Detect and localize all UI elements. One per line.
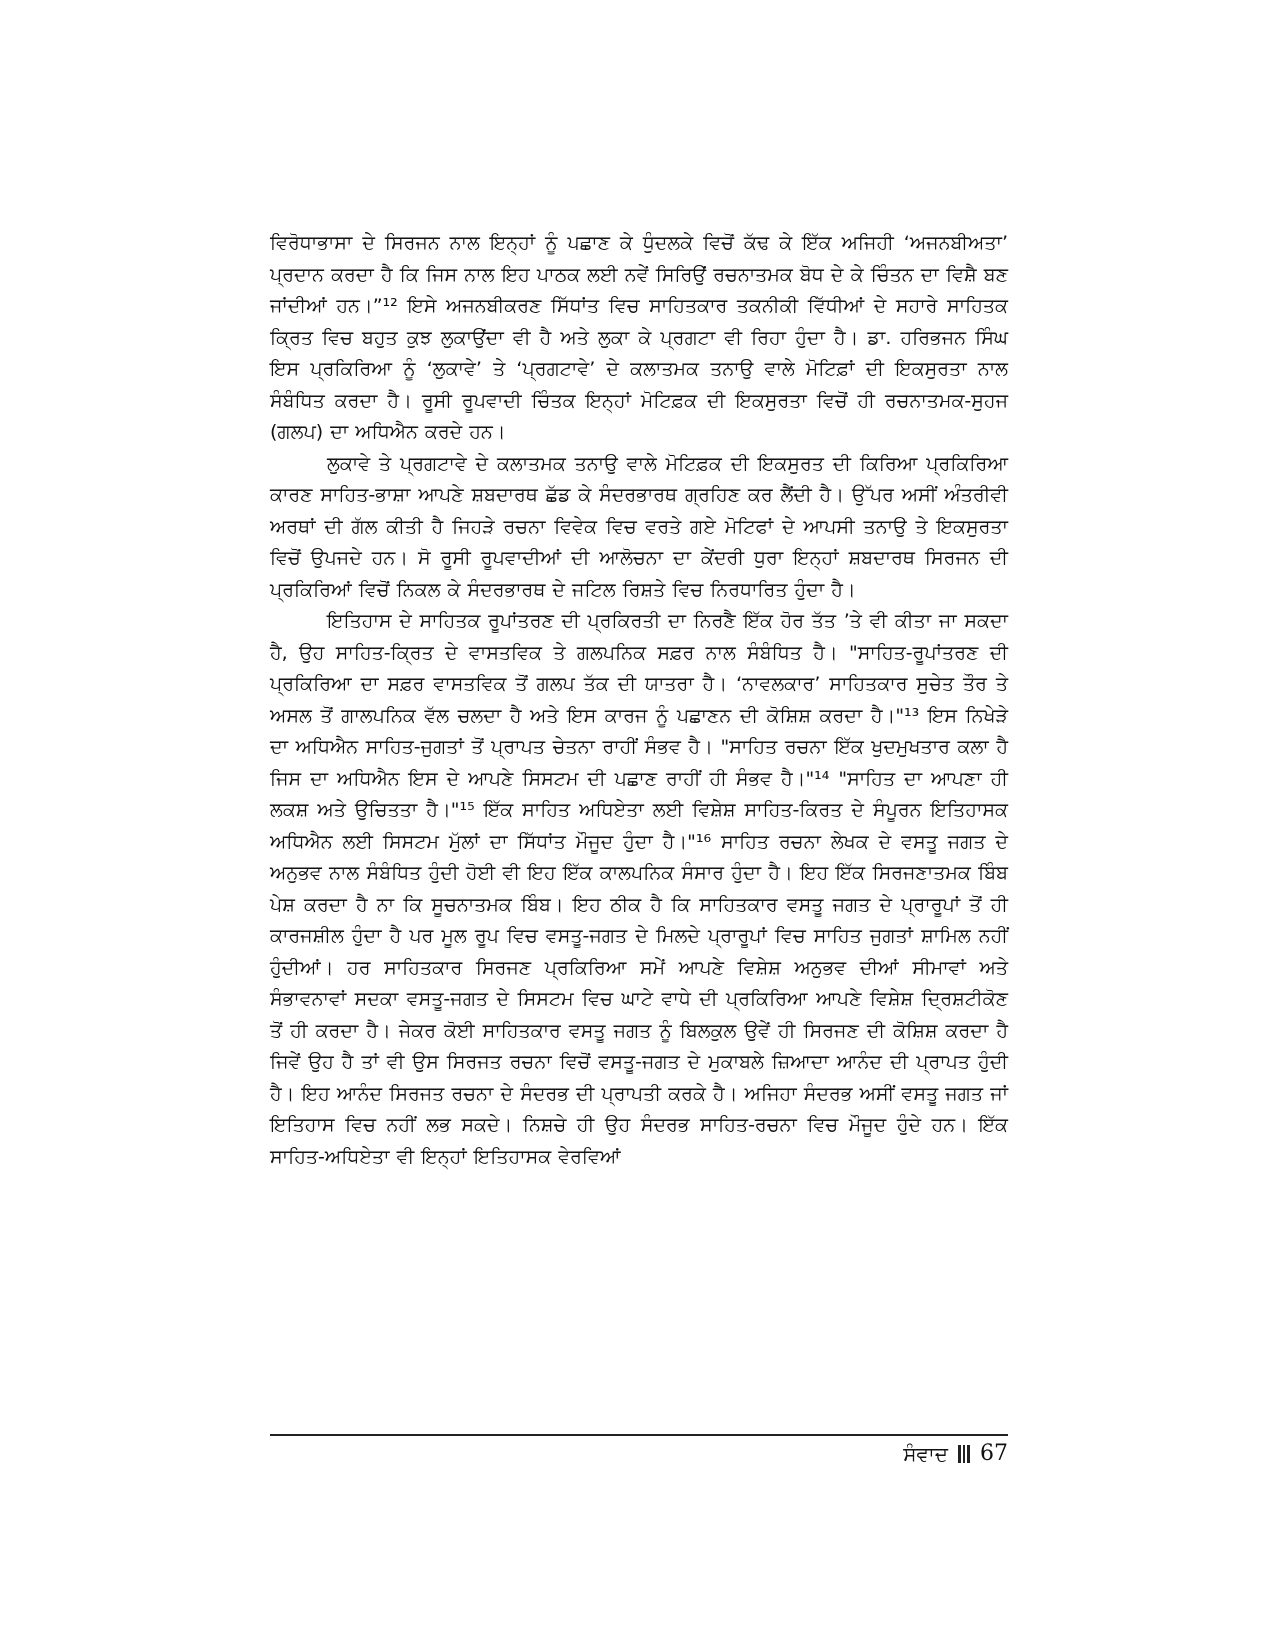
paragraph-3: ਇਤਿਹਾਸ ਦੇ ਸਾਹਿਤਕ ਰੂਪਾਂਤਰਣ ਦੀ ਪ੍ਰਕਿਰਤੀ ਦਾ ਨਿਰਣੈ ਇੱਕ ਹੋਰ ਤੱਤ ’ਤੇ ਵੀ ਕੀਤਾ ਜਾ ਸਕਦਾ ਹੈ, ਉਹ ਸਾਹਿਤ-ਕ੍ਰਿਤ ਦੇ ਵਾਸਤਵਿਕ ਤੇ ਗਲਪਨਿਕ ਸਫ਼ਰ ਨਾਲ ਸੰਬੰਧਿਤ ਹੈ। "ਸਾਹਿਤ-ਰੂਪਾਂਤਰਣ ਦੀ ਪ੍ਰਕਿਰਿਆ ਦਾ ਸਫ਼ਰ ਵਾਸਤਵਿਕ ਤੋਂ ਗਲਪ ਤੱਕ ਦੀ ਯਾਤਰਾ ਹੈ। ‘ਨਾਵਲਕਾਰ’ ਸਾਹਿਤਕਾਰ ਸੁਚੇਤ ਤੌਰ ਤੇ ਅਸਲ ਤੋਂ ਗਾਲਪਨਿਕ ਵੱਲ ਚਲਦਾ ਹੈ ਅਤੇ ਇਸ ਕਾਰਜ ਨੂੰ ਪਛਾਣਨ ਦੀ ਕੋਸ਼ਿਸ਼ ਕਰਦਾ ਹੈ।"¹³ ਇਸ ਨਿਖੇੜੇ ਦਾ ਅਧਿਐਨ ਸਾਹਿਤ-ਜੁਗਤਾਂ ਤੋਂ ਪ੍ਰਾਪਤ ਚੇਤਨਾ ਰਾਹੀਂ ਸੰਭਵ ਹੈ। "ਸਾਹਿਤ ਰਚਨਾ ਇੱਕ ਖੁਦਮੁਖਤਾਰ ਕਲਾ ਹੈ ਜਿਸ ਦਾ ਅਧਿਐਨ ਇਸ ਦੇ ਆਪਣੇ ਸਿਸਟਮ ਦੀ ਪਛਾਣ ਰਾਹੀਂ ਹੀ ਸੰਭਵ ਹੈ।"¹⁴ "ਸਾਹਿਤ ਦਾ ਆਪਣਾ ਹੀ ਲਕਸ਼ ਅਤੇ ਉਚਿਤਤਾ ਹੈ।"¹⁵ ਇੱਕ ਸਾਹਿਤ ਅਧਿਏਤਾ ਲਈ ਵਿਸ਼ੇਸ਼ ਸਾਹਿਤ-ਕਿਰਤ ਦੇ ਸੰਪੂਰਨ ਇਤਿਹਾਸਕ ਅਧਿਐਨ ਲਈ ਸਿਸਟਮ ਮੁੱਲਾਂ ਦਾ ਸਿੱਧਾਂਤ ਮੌਜੂਦ ਹੁੰਦਾ ਹੈ।"¹⁶ ਸਾਹਿਤ ਰਚਨਾ ਲੇਖਕ ਦੇ ਵਸਤੂ ਜਗਤ ਦੇ ਅਨੁਭਵ ਨਾਲ ਸੰਬੰਧਿਤ ਹੁੰਦੀ ਹੋਈ ਵੀ ਇਹ ਇੱਕ ਕਾਲਪਨਿਕ ਸੰਸਾਰ ਹੁੰਦਾ ਹੈ। ਇਹ ਇੱਕ ਸਿਰਜਣਾਤਮਕ ਬਿੰਬ ਪੇਸ਼ ਕਰਦਾ ਹੈ ਨਾ ਕਿ ਸੂਚਨਾਤਮਕ ਬਿੰਬ। ਇਹ ਠੀਕ ਹੈ ਕਿ ਸਾਹਿਤਕਾਰ ਵਸਤੂ ਜਗਤ ਦੇ ਪ੍ਰਾਰੂਪਾਂ ਤੋਂ ਹੀ ਕਾਰਜਸ਼ੀਲ ਹੁੰਦਾ ਹੈ ਪਰ ਮੂਲ ਰੂਪ ਵਿਚ ਵਸਤੂ-ਜਗਤ ਦੇ ਮਿਲਦੇ ਪ੍ਰਾਰੂਪਾਂ ਵਿਚ ਸਾਹਿਤ ਜੁਗਤਾਂ ਸ਼ਾਮਿਲ ਨਹੀਂ ਹੁੰਦੀਆਂ। ਹਰ ਸਾਹਿਤਕਾਰ ਸਿਰਜਣ ਪ੍ਰਕਿਰਿਆ ਸਮੇਂ ਆਪਣੇ ਵਿਸ਼ੇਸ਼ ਅਨੁਭਵ ਦੀਆਂ ਸੀਮਾਵਾਂ ਅਤੇ ਸੰਭਾਵਨਾਵਾਂ ਸਦਕਾ ਵਸਤੂ-ਜਗਤ ਦੇ ਸਿਸਟਮ ਵਿਚ ਘਾਟੇ ਵਾਧੇ ਦੀ ਪ੍ਰਕਿਰਿਆ ਆਪਣੇ ਵਿਸ਼ੇਸ਼ ਦ੍ਰਿਸ਼ਟੀਕੋਣ ਤੋਂ ਹੀ ਕਰਦਾ ਹੈ। ਜੇਕਰ ਕੋਈ ਸਾਹਿਤਕਾਰ ਵਸਤੂ ਜਗਤ ਨੂੰ ਬਿਲਕੁਲ ਉਵੇਂ ਹੀ ਸਿਰਜਣ ਦੀ ਕੋਸ਼ਿਸ਼ ਕਰਦਾ ਹੈ ਜਿਵੇਂ ਉਹ ਹੈ ਤਾਂ ਵੀ ਉਸ ਸਿਰਜਤ ਰਚਨਾ ਵਿਚੋਂ ਵਸਤੂ-ਜਗਤ ਦੇ ਮੁਕਾਬਲੇ ਜ਼ਿਆਦਾ ਆਨੰਦ ਦੀ ਪ੍ਰਾਪਤ ਹੁੰਦੀ ਹੈ। ਇਹ ਆਨੰਦ ਸਿਰਜਤ ਰਚਨਾ ਦੇ ਸੰਦਰਭ ਦੀ ਪ੍ਰਾਪਤੀ ਕਰਕੇ ਹੈ। ਅਜਿਹਾ ਸੰਦਰਭ ਅਸੀਂ ਵਸਤੂ ਜਗਤ ਜਾਂ ਇਤਿਹਾਸ ਵਿਚ ਨਹੀਂ ਲਭ ਸਕਦੇ। ਨਿਸ਼ਚੇ ਹੀ ਉਹ ਸੰਦਰਭ ਸਾਹਿਤ-ਰਚਨਾ ਵਿਚ ਮੌਜੂਦ ਹੁੰਦੇ ਹਨ। ਇੱਕ ਸਾਹਿਤ-ਅਧਿਏਤਾ ਵੀ ਇਨ੍ਹਾਂ ਇਤਿਹਾਸਕ ਵੇਰਵਿਆਂ — [270, 610, 1008, 1168]
journal-name: ਸੰਵਾਦ — [903, 1442, 948, 1466]
footer-rule — [270, 1434, 1008, 1436]
paragraph-1: ਵਿਰੋਧਾਭਾਸਾ ਦੇ ਸਿਰਜਨ ਨਾਲ ਇਨ੍ਹਾਂ ਨੂੰ ਪਛਾਣ ਕੇ ਧੁੰਦਲਕੇ ਵਿਚੋਂ ਕੱਢ ਕੇ ਇੱਕ ਅਜਿਹੀ ‘ਅਜਨਬੀਅਤਾ’ ਪ੍ਰਦਾਨ ਕਰਦਾ ਹੈ ਕਿ ਜਿਸ ਨਾਲ ਇਹ ਪਾਠਕ ਲਈ ਨਵੇਂ ਸਿਰਿਉਂ ਰਚਨਾਤਮਕ ਬੋਧ ਦੇ ਕੇ ਚਿੰਤਨ ਦਾ ਵਿਸ਼ੈ ਬਣ ਜਾਂਦੀਆਂ ਹਨ।”¹² ਇਸੇ ਅਜਨਬੀਕਰਣ ਸਿੱਧਾਂਤ ਵਿਚ ਸਾਹਿਤਕਾਰ ਤਕਨੀਕੀ ਵਿੱਧੀਆਂ ਦੇ ਸਹਾਰੇ ਸਾਹਿਤਕ ਕ੍ਰਿਤ ਵਿਚ ਬਹੁਤ ਕੁਝ ਲੁਕਾਉਂਦਾ ਵੀ ਹੈ ਅਤੇ ਲੁਕਾ ਕੇ ਪ੍ਰਗਟਾ ਵੀ ਰਿਹਾ ਹੁੰਦਾ ਹੈ। ਡਾ. ਹਰਿਭਜਨ ਸਿੰਘ ਇਸ ਪ੍ਰਕਿਰਿਆ ਨੂੰ ‘ਲੁਕਾਵੇ’ ਤੇ ‘ਪ੍ਰਗਟਾਵੇ’ ਦੇ ਕਲਾਤਮਕ ਤਨਾਉ ਵਾਲੇ ਮੋਟਿਫ਼ਾਂ ਦੀ ਇਕਸੁਰਤਾ ਨਾਲ ਸੰਬੰਧਿਤ ਕਰਦਾ ਹੈ। ਰੂਸੀ ਰੂਪਵਾਦੀ ਚਿੰਤਕ ਇਨ੍ਹਾਂ ਮੋਟਿਫ਼ਕ ਦੀ ਇਕਸੁਰਤਾ ਵਿਚੋਂ ਹੀ ਰਚਨਾਤਮਕ-ਸੁਹਜ (ਗਲਪ) ਦਾ ਅਧਿਐਨ ਕਰਦੇ ਹਨ। — [270, 232, 1008, 443]
page-footer — [903, 1438, 1008, 1470]
triple-bar-icon — [958, 1445, 970, 1463]
body-text — [270, 228, 1008, 1173]
paragraph-2: ਲੁਕਾਵੇ ਤੇ ਪ੍ਰਗਟਾਵੇ ਦੇ ਕਲਾਤਮਕ ਤਨਾਉ ਵਾਲੇ ਮੋਟਿਫ਼ਕ ਦੀ ਇਕਸੁਰਤ ਦੀ ਕਿਰਿਆ ਪ੍ਰਕਿਰਿਆ ਕਾਰਣ ਸਾਹਿਤ-ਭਾਸ਼ਾ ਆਪਣੇ ਸ਼ਬਦਾਰਥ ਛੱਡ ਕੇ ਸੰਦਰਭਾਰਥ ਗ੍ਰਹਿਣ ਕਰ ਲੈਂਦੀ ਹੈ। ਉੱਪਰ ਅਸੀਂ ਅੰਤਰੀਵੀ ਅਰਥਾਂ ਦੀ ਗੱਲ ਕੀਤੀ ਹੈ ਜਿਹੜੇ ਰਚਨਾ ਵਿਵੇਕ ਵਿਚ ਵਰਤੇ ਗਏ ਮੋਟਿਫਾਂ ਦੇ ਆਪਸੀ ਤਨਾਉ ਤੇ ਇਕਸੁਰਤਾ ਵਿਚੋਂ ਉਪਜਦੇ ਹਨ। ਸੋ ਰੂਸੀ ਰੂਪਵਾਦੀਆਂ ਦੀ ਆਲੋਚਨਾ ਦਾ ਕੇਂਦਰੀ ਧੁਰਾ ਇਨ੍ਹਾਂ ਸ਼ਬਦਾਰਥ ਸਿਰਜਨ ਦੀ ਪ੍ਰਕਿਰਿਆਂ ਵਿਚੋਂ ਨਿਕਲ ਕੇ ਸੰਦਰਭਾਰਥ ਦੇ ਜਟਿਲ ਰਿਸ਼ਤੇ ਵਿਚ ਨਿਰਧਾਰਿਤ ਹੁੰਦਾ ਹੈ। — [270, 452, 1008, 601]
page-number: 67 — [980, 1441, 1008, 1466]
